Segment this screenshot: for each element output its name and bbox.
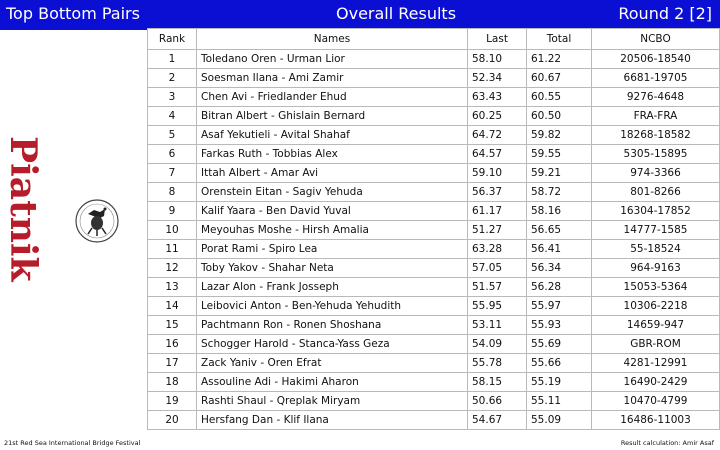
header-bar <box>0 0 720 30</box>
table-row <box>148 107 720 126</box>
cell-last: 52.34 <box>468 69 527 88</box>
cell-names: Rashti Shaul - Qreplak Miryam <box>197 392 468 411</box>
cell-rank: 1 <box>148 50 197 69</box>
footer-festival: 21st Red Sea International Bridge Festival <box>4 439 141 447</box>
cell-last: 51.27 <box>468 221 527 240</box>
cell-ncbo: 974-3366 <box>592 164 720 183</box>
cell-total: 58.16 <box>527 202 592 221</box>
cell-total: 59.55 <box>527 145 592 164</box>
table-row <box>148 354 720 373</box>
cell-total: 59.21 <box>527 164 592 183</box>
cell-total: 59.82 <box>527 126 592 145</box>
cell-last: 50.66 <box>468 392 527 411</box>
table-row <box>148 69 720 88</box>
cell-rank: 7 <box>148 164 197 183</box>
table-row <box>148 373 720 392</box>
table-row <box>148 221 720 240</box>
table-row <box>148 202 720 221</box>
table-row <box>148 126 720 145</box>
cell-names: Lazar Alon - Frank Josseph <box>197 278 468 297</box>
cell-rank: 18 <box>148 373 197 392</box>
cell-last: 64.57 <box>468 145 527 164</box>
cell-last: 57.05 <box>468 259 527 278</box>
column-header-rank: Rank <box>148 29 197 50</box>
table-row <box>148 145 720 164</box>
cell-ncbo: 14777-1585 <box>592 221 720 240</box>
cell-total: 55.97 <box>527 297 592 316</box>
cell-names: Leibovici Anton - Ben-Yehuda Yehudith <box>197 297 468 316</box>
results-body <box>148 50 720 430</box>
cell-names: Bitran Albert - Ghislain Bernard <box>197 107 468 126</box>
cell-ncbo: 16304-17852 <box>592 202 720 221</box>
table-row <box>148 50 720 69</box>
cell-ncbo: GBR-ROM <box>592 335 720 354</box>
cell-total: 55.66 <box>527 354 592 373</box>
cell-ncbo: 14659-947 <box>592 316 720 335</box>
cell-names: Porat Rami - Spiro Lea <box>197 240 468 259</box>
cell-total: 56.65 <box>527 221 592 240</box>
brand-text: Piatnik <box>2 136 44 282</box>
table-row <box>148 297 720 316</box>
table-row <box>148 335 720 354</box>
cell-last: 64.72 <box>468 126 527 145</box>
cell-names: Pachtmann Ron - Ronen Shoshana <box>197 316 468 335</box>
cell-rank: 5 <box>148 126 197 145</box>
cell-last: 54.67 <box>468 411 527 430</box>
cell-ncbo: 5305-15895 <box>592 145 720 164</box>
cell-ncbo: 801-8266 <box>592 183 720 202</box>
footer-credit: Result calculation: Amir Asaf <box>620 439 714 447</box>
cell-last: 56.37 <box>468 183 527 202</box>
cell-rank: 11 <box>148 240 197 259</box>
cell-total: 55.69 <box>527 335 592 354</box>
brand-logo <box>2 136 44 316</box>
cell-total: 61.22 <box>527 50 592 69</box>
cell-ncbo: 20506-18540 <box>592 50 720 69</box>
cell-last: 55.78 <box>468 354 527 373</box>
cell-rank: 9 <box>148 202 197 221</box>
cell-names: Orenstein Eitan - Sagiv Yehuda <box>197 183 468 202</box>
cell-total: 60.50 <box>527 107 592 126</box>
cell-names: Farkas Ruth - Tobbias Alex <box>197 145 468 164</box>
cell-names: Asaf Yekutieli - Avital Shahaf <box>197 126 468 145</box>
cell-names: Meyouhas Moshe - Hirsh Amalia <box>197 221 468 240</box>
cell-total: 56.28 <box>527 278 592 297</box>
cell-names: Chen Avi - Friedlander Ehud <box>197 88 468 107</box>
cell-ncbo: 6681-19705 <box>592 69 720 88</box>
cell-ncbo: 16486-11003 <box>592 411 720 430</box>
cell-rank: 12 <box>148 259 197 278</box>
cell-rank: 17 <box>148 354 197 373</box>
cell-rank: 14 <box>148 297 197 316</box>
column-header-total: Total <box>527 29 592 50</box>
cell-rank: 4 <box>148 107 197 126</box>
cell-names: Assouline Adi - Hakimi Aharon <box>197 373 468 392</box>
table-row <box>148 411 720 430</box>
cell-ncbo: 10306-2218 <box>592 297 720 316</box>
cell-ncbo: 18268-18582 <box>592 126 720 145</box>
cell-total: 58.72 <box>527 183 592 202</box>
cell-total: 60.67 <box>527 69 592 88</box>
cell-ncbo: 9276-4648 <box>592 88 720 107</box>
column-header-ncbo: NCBO <box>592 29 720 50</box>
cell-names: Kalif Yaara - Ben David Yuval <box>197 202 468 221</box>
cell-total: 55.09 <box>527 411 592 430</box>
header-right-title: Round 2 [2] <box>618 4 712 23</box>
table-row <box>148 259 720 278</box>
cell-names: Hersfang Dan - Klif Ilana <box>197 411 468 430</box>
cell-rank: 6 <box>148 145 197 164</box>
cell-rank: 20 <box>148 411 197 430</box>
jester-emblem-icon <box>74 198 120 244</box>
cell-ncbo: 16490-2429 <box>592 373 720 392</box>
cell-rank: 10 <box>148 221 197 240</box>
table-header-row <box>148 29 720 50</box>
cell-rank: 13 <box>148 278 197 297</box>
column-header-last: Last <box>468 29 527 50</box>
table-row <box>148 240 720 259</box>
cell-names: Zack Yaniv - Oren Efrat <box>197 354 468 373</box>
cell-names: Ittah Albert - Amar Avi <box>197 164 468 183</box>
cell-last: 55.95 <box>468 297 527 316</box>
cell-names: Schogger Harold - Stanca-Yass Geza <box>197 335 468 354</box>
cell-names: Toby Yakov - Shahar Neta <box>197 259 468 278</box>
table-row <box>148 183 720 202</box>
cell-rank: 3 <box>148 88 197 107</box>
cell-total: 56.34 <box>527 259 592 278</box>
cell-names: Toledano Oren - Urman Lior <box>197 50 468 69</box>
cell-last: 59.10 <box>468 164 527 183</box>
cell-last: 58.15 <box>468 373 527 392</box>
table-row <box>148 278 720 297</box>
cell-last: 51.57 <box>468 278 527 297</box>
cell-ncbo: 10470-4799 <box>592 392 720 411</box>
table-row <box>148 88 720 107</box>
cell-total: 55.11 <box>527 392 592 411</box>
table-row <box>148 316 720 335</box>
cell-total: 60.55 <box>527 88 592 107</box>
cell-rank: 15 <box>148 316 197 335</box>
cell-rank: 16 <box>148 335 197 354</box>
cell-ncbo: 4281-12991 <box>592 354 720 373</box>
cell-ncbo: 964-9163 <box>592 259 720 278</box>
table-row <box>148 164 720 183</box>
cell-total: 55.93 <box>527 316 592 335</box>
cell-total: 55.19 <box>527 373 592 392</box>
cell-last: 63.28 <box>468 240 527 259</box>
cell-total: 56.41 <box>527 240 592 259</box>
table-row <box>148 392 720 411</box>
header-center-title: Overall Results <box>336 4 457 23</box>
header-left-title: Top Bottom Pairs <box>6 4 140 23</box>
cell-rank: 2 <box>148 69 197 88</box>
column-header-names: Names <box>197 29 468 50</box>
cell-last: 54.09 <box>468 335 527 354</box>
cell-rank: 19 <box>148 392 197 411</box>
cell-ncbo: 15053-5364 <box>592 278 720 297</box>
cell-last: 53.11 <box>468 316 527 335</box>
cell-last: 61.17 <box>468 202 527 221</box>
cell-names: Soesman Ilana - Ami Zamir <box>197 69 468 88</box>
cell-last: 58.10 <box>468 50 527 69</box>
cell-last: 63.43 <box>468 88 527 107</box>
cell-last: 60.25 <box>468 107 527 126</box>
cell-rank: 8 <box>148 183 197 202</box>
cell-ncbo: FRA-FRA <box>592 107 720 126</box>
cell-ncbo: 55-18524 <box>592 240 720 259</box>
results-table <box>147 28 720 430</box>
